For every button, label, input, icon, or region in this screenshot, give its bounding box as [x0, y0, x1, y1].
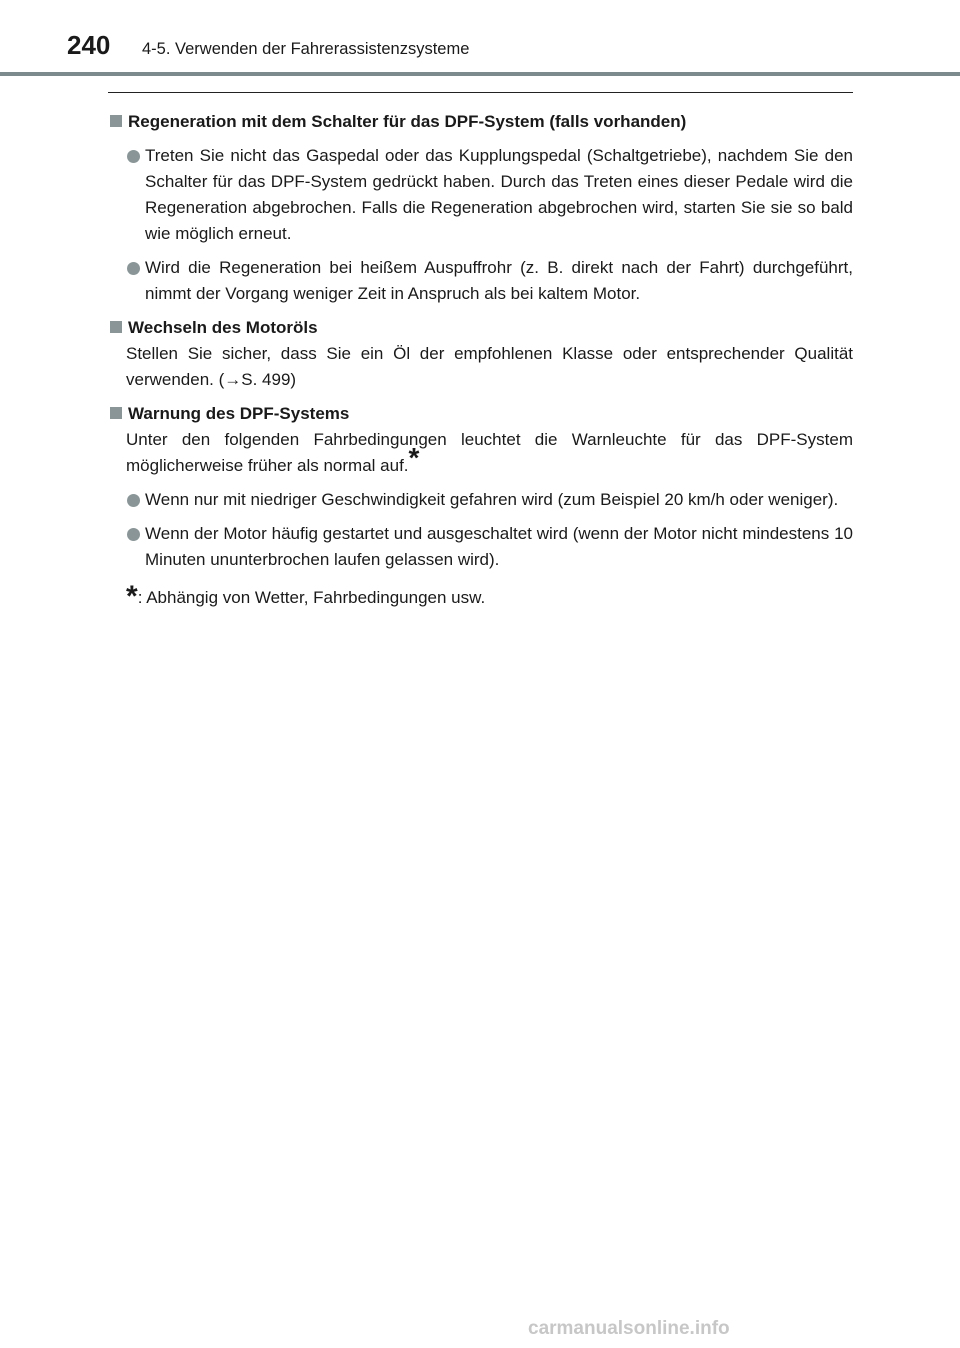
list-item — [108, 521, 853, 573]
page-header — [0, 0, 960, 78]
section-heading — [108, 315, 853, 341]
list-item-text: Treten Sie nicht das Gaspedal oder das Kupplungspedal (Schaltgetriebe), nachdem Sie den Schalter für das DPF-System gedrückt haben. Durch das Treten eines dieser Pedale wird die Regeneration abgebrochen. Falls die Regeneration abgebrochen wird, starten Sie sie so bald wie möglich erneut. — [145, 146, 853, 243]
square-bullet-icon — [110, 115, 122, 127]
list-item — [108, 255, 853, 307]
section-heading-text: Warnung des DPF-Systems — [128, 404, 350, 423]
page-content — [108, 92, 853, 611]
page-number: 240 — [67, 30, 111, 60]
section-heading-text: Wechseln des Motoröls — [128, 318, 318, 337]
list-item — [108, 487, 853, 513]
list-item — [108, 143, 853, 247]
circle-bullet-icon — [127, 150, 140, 163]
square-bullet-icon — [110, 321, 122, 333]
section-body — [108, 427, 853, 479]
circle-bullet-icon — [127, 262, 140, 275]
section-body-text: Unter den folgenden Fahrbedingungen leuchtet die Warnleuchte für das DPF-System möglicherweise früher als normal auf. — [126, 430, 853, 475]
section-heading — [108, 401, 853, 427]
list-item-text: Wird die Regeneration bei heißem Auspuffrohr (z. B. direkt nach der Fahrt) durchgeführt, nimmt der Vorgang weniger Zeit in Anspruch als bei kaltem Motor. — [145, 258, 853, 303]
list-item-text: Wenn der Motor häufig gestartet und ausgeschaltet wird (wenn der Motor nicht mindestens 10 Minuten ununterbrochen laufen gelassen wird). — [145, 524, 853, 569]
circle-bullet-icon — [127, 528, 140, 541]
circle-bullet-icon — [127, 494, 140, 507]
section-motoroel — [108, 315, 853, 393]
section-heading — [108, 109, 853, 135]
list-item-text: Wenn nur mit niedriger Geschwindigkeit gefahren wird (zum Beispiel 20 km/h oder weniger). — [145, 490, 839, 509]
chapter-title: 4-5. Verwenden der Fahrerassistenzsysteme — [142, 40, 470, 58]
footnote — [108, 580, 853, 613]
watermark: carmanualsonline.info — [528, 1318, 730, 1339]
section-body: Stellen Sie sicher, dass Sie ein Öl der empfohlenen Klasse oder entsprechender Qualität verwenden. (→S. 499) — [126, 344, 853, 389]
section-regeneration — [108, 109, 853, 307]
square-bullet-icon — [110, 407, 122, 419]
section-heading-text: Regeneration mit dem Schalter für das DPF-System (falls vorhanden) — [128, 112, 687, 131]
header-divider — [0, 72, 960, 76]
footnote-marker: * — [408, 442, 420, 473]
section-dpf-warnung — [108, 401, 853, 573]
footnote-text: : Abhängig von Wetter, Fahrbedingungen usw. — [137, 588, 486, 607]
footnote-star: * — [126, 580, 138, 613]
